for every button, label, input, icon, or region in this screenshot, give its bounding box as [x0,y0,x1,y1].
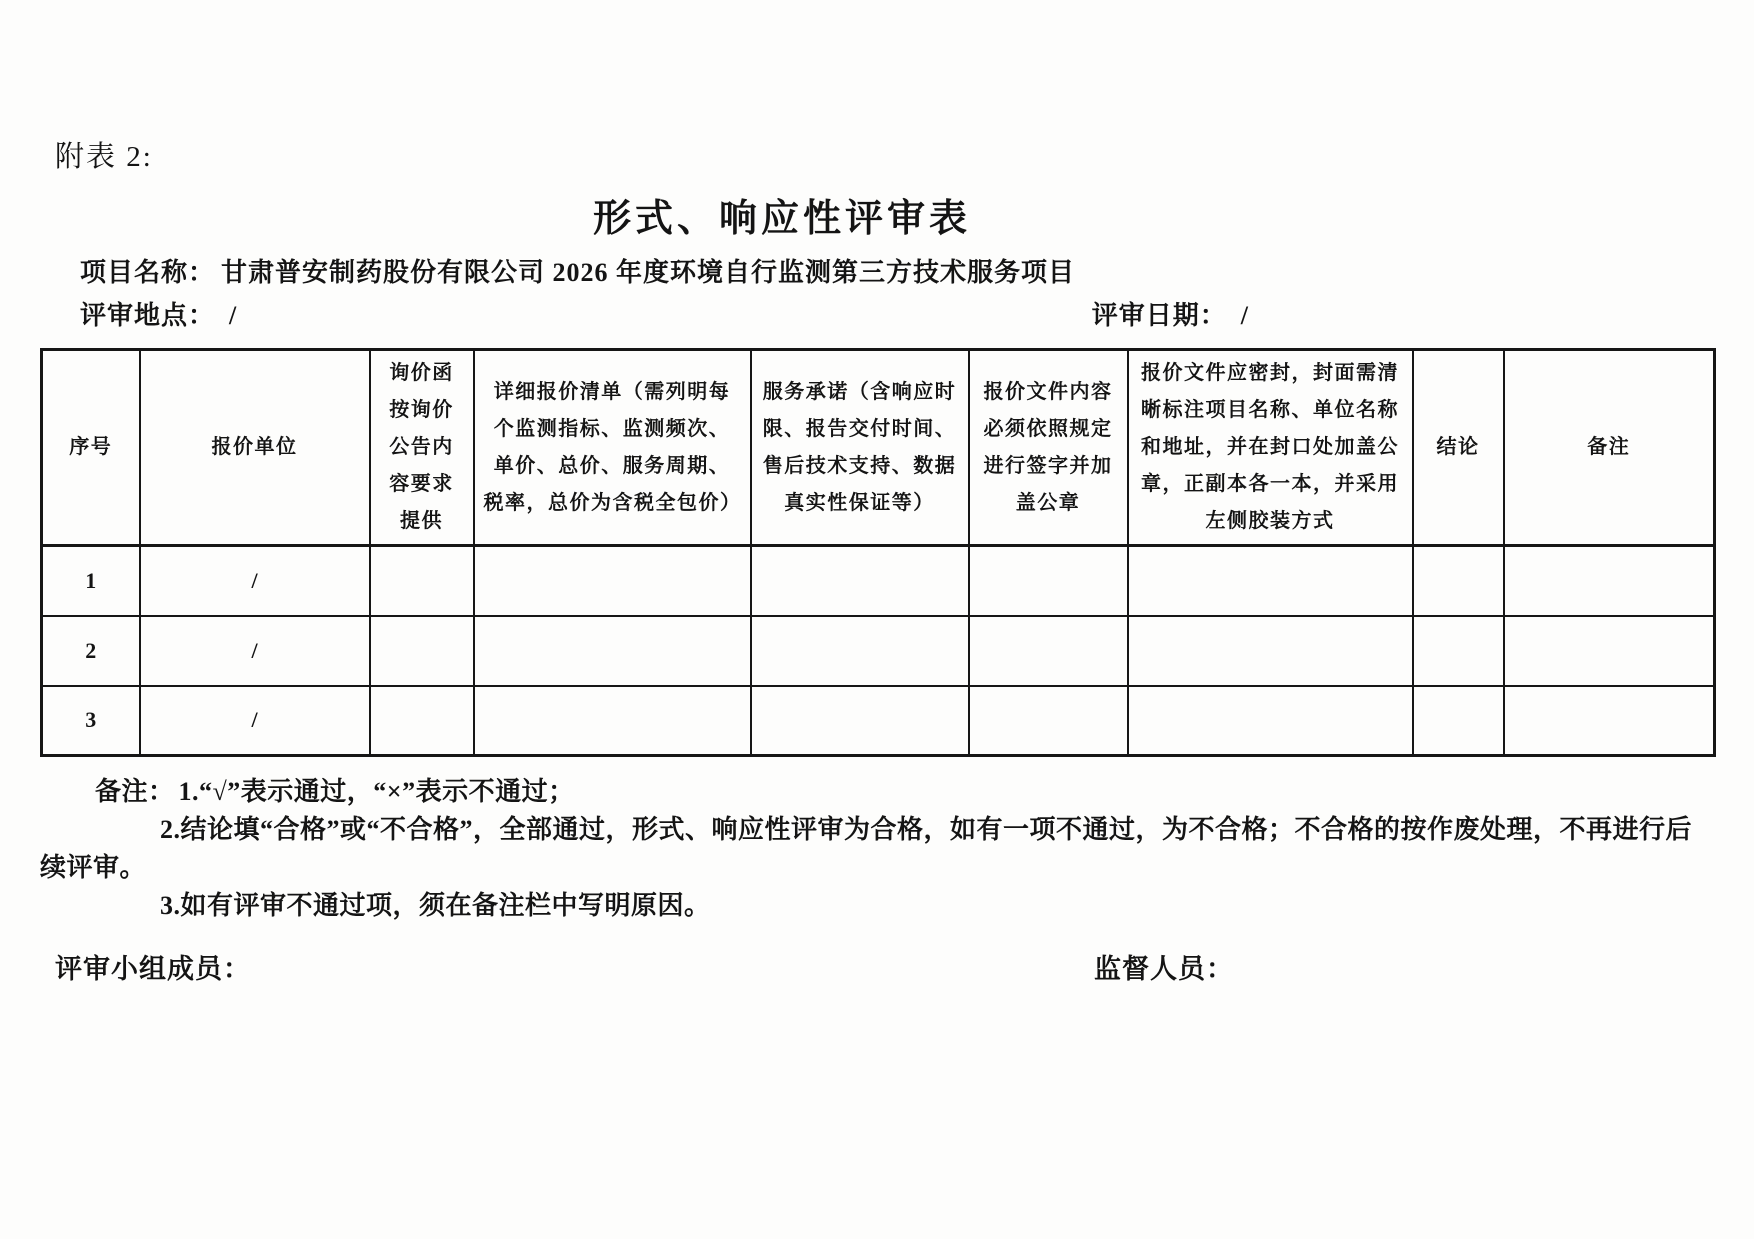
col-header-supplier: 报价单位 [140,350,370,546]
supplier-cell: / [140,686,370,756]
empty-cell [1504,546,1715,616]
empty-cell [751,616,969,686]
col-header-sealing: 报价文件应密封，封面需清晰标注项目名称、单位名称和地址，并在封口处加盖公章，正副本各一本，并采用左侧胶装方式 [1128,350,1413,546]
notes-block [40,773,1716,925]
supplier-cell: / [140,546,370,616]
table-row [42,686,1715,756]
meta-line [80,295,1249,332]
col-header-service-commitment: 服务承诺（含响应时限、报告交付时间、售后技术支持、数据真实性保证等） [751,350,969,546]
empty-cell [1128,546,1413,616]
empty-cell [370,686,474,756]
empty-cell [1128,686,1413,756]
col-header-inquiry-letter: 询价函按询价公告内容要求提供 [370,350,474,546]
seq-cell: 1 [42,546,140,616]
supervisor-label: 监督人员： [1094,954,1234,984]
review-date-label: 评审日期： [1091,301,1227,330]
col-header-signature-seal: 报价文件内容必须依照规定进行签字并加盖公章 [969,350,1128,546]
project-name-label: 项目名称： [80,258,216,287]
appendix-label: 附表 2: [55,141,153,173]
empty-cell [969,546,1128,616]
col-header-conclusion: 结论 [1413,350,1504,546]
supplier-cell: / [140,616,370,686]
review-date-value: / [1240,301,1249,330]
review-table [40,348,1716,757]
review-team-label: 评审小组成员： [55,954,251,984]
page-title: 形式、响应性评审表 [592,198,971,240]
note-item-2: 2.结论填“合格”或“不合格”，全部通过，形式、响应性评审为合格，如有一项不通过，为不合格；不合格的按作废处理，不再进行后续评审。 [40,815,1693,882]
col-header-remark: 备注 [1504,350,1715,546]
empty-cell [474,686,751,756]
notes-label: 备注： [95,777,175,806]
empty-cell [969,686,1128,756]
empty-cell [370,546,474,616]
review-location-value: / [229,301,238,330]
table-row [42,616,1715,686]
review-date [1092,295,1249,332]
review-location-label: 评审地点： [80,301,216,330]
table-row [42,546,1715,616]
empty-cell [1413,686,1504,756]
empty-cell [1128,616,1413,686]
note-item-3: 3.如有评审不通过项，须在备注栏中写明原因。 [160,891,711,920]
review-location [80,295,237,332]
header-row [42,350,1715,546]
project-name-value: 甘肃普安制药股份有限公司 2026 年度环境自行监测第三方技术服务项目 [221,258,1076,287]
seq-cell: 3 [42,686,140,756]
signature-line [55,947,1234,986]
empty-cell [751,686,969,756]
note-item-1-text: 1.“√”表示通过，“×”表示不通过； [178,777,575,806]
empty-cell [1413,616,1504,686]
empty-cell [1413,546,1504,616]
note-item-1 [95,773,1716,811]
seq-cell: 2 [42,616,140,686]
col-header-quotation-list: 详细报价清单（需列明每个监测指标、监测频次、单价、总价、服务周期、税率，总价为含税全包价） [474,350,751,546]
project-name-line [80,252,1754,289]
empty-cell [370,616,474,686]
empty-cell [474,546,751,616]
empty-cell [474,616,751,686]
empty-cell [1504,616,1715,686]
empty-cell [969,616,1128,686]
empty-cell [751,546,969,616]
empty-cell [1504,686,1715,756]
col-header-seq: 序号 [42,350,140,546]
